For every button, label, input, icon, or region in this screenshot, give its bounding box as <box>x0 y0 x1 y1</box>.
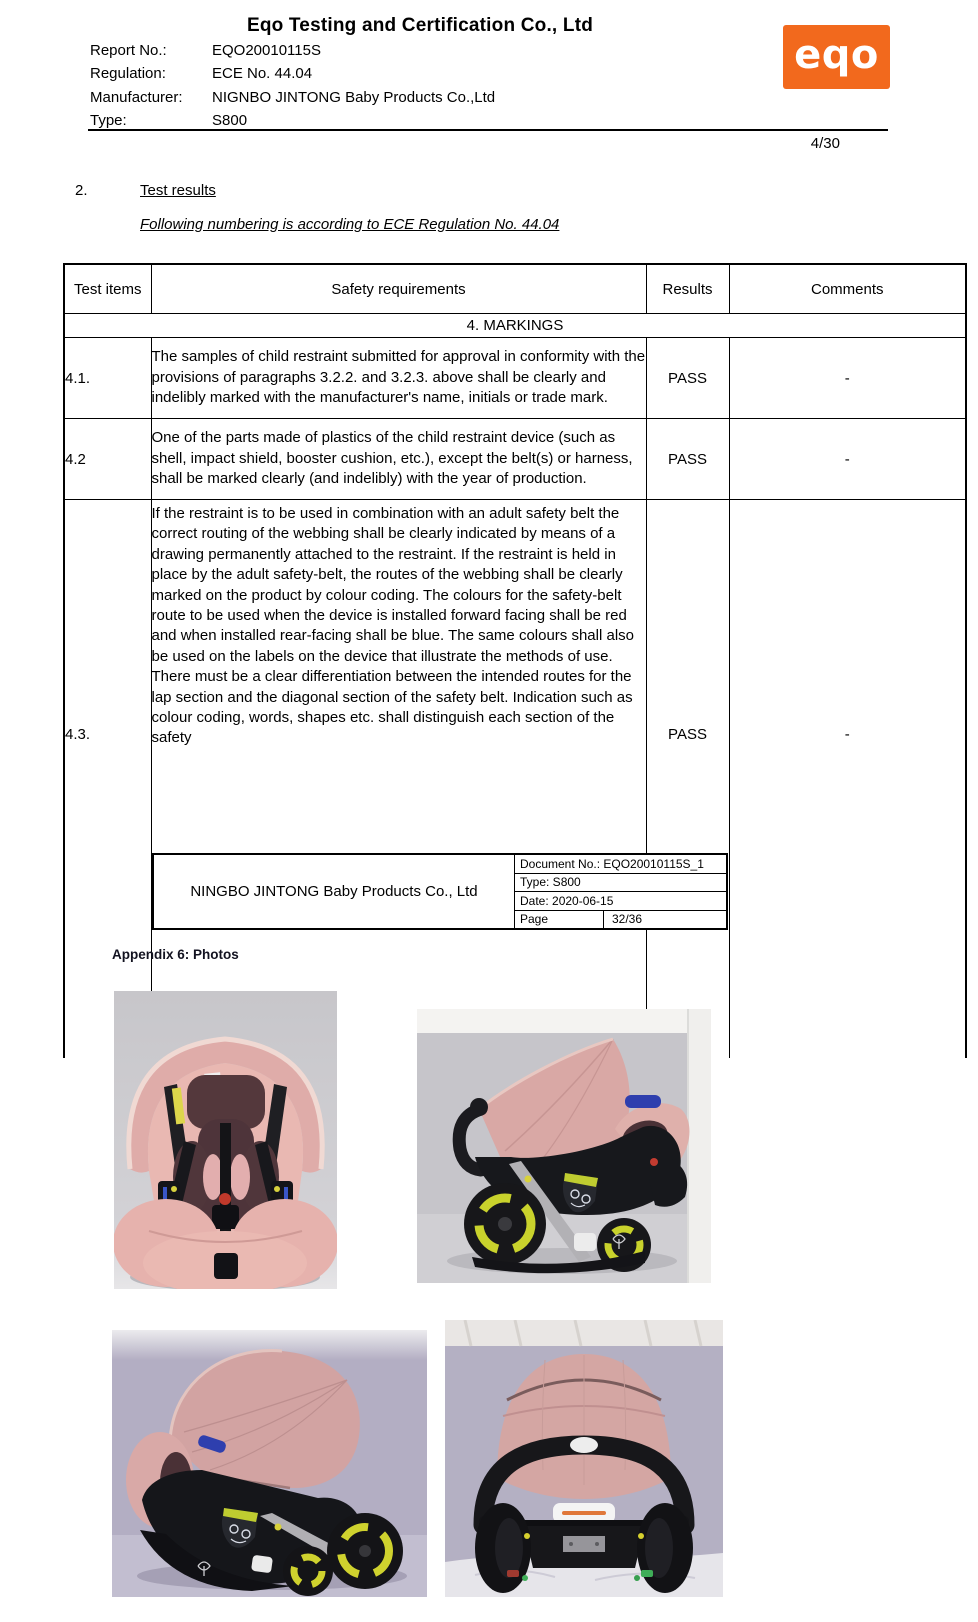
meta-label: Manufacturer: <box>90 88 183 106</box>
requirement-paragraph: There must be a clear differentiation between the intended routes for the lap section and the diagonal section of the safety belt. Indication such as colour coding, words, shapes etc. shall distinguish each section of the safety <box>151 668 633 747</box>
meta-label: Regulation: <box>90 65 166 83</box>
test-item-id: 4.2 <box>64 419 151 500</box>
result-value: PASS <box>646 500 729 1059</box>
meta-label: Report No.: <box>90 42 167 59</box>
meta-row-regulation <box>90 62 495 85</box>
photo-stroller-front-view <box>445 1320 723 1597</box>
section-number: 2. <box>75 182 88 199</box>
document-date: Date: 2020-06-15 <box>515 892 726 911</box>
section-note: Following numbering is according to ECE Regulation No. 44.04 <box>140 216 560 233</box>
car-seat-photo-2 <box>417 1009 711 1283</box>
table-row <box>64 338 966 419</box>
result-value: PASS <box>646 338 729 419</box>
photo-infant-carrier-front-top-view <box>114 991 337 1289</box>
test-item-id: 4.1. <box>64 338 151 419</box>
appendix-title: Appendix 6: Photos <box>112 947 239 962</box>
document-page-row <box>515 911 726 929</box>
car-seat-photo-3 <box>112 1330 427 1597</box>
group-header-row <box>64 314 966 338</box>
requirement-text <box>151 500 646 1059</box>
meta-value: S800 <box>212 112 248 130</box>
table-row <box>64 500 966 1059</box>
page-number: 4/30 <box>810 135 840 152</box>
photo-stroller-side-view <box>417 1009 711 1283</box>
col-header-results: Results <box>646 264 729 314</box>
meta-value: NIGNBO JINTONG Baby Products Co.,Ltd <box>212 88 496 106</box>
requirement-text: The samples of child restraint submitted for approval in conformity with the provisions of paragraphs 3.2.2. and 3.2.3. above shall be clearly and indelibly marked with the manufacturer's name, initials or trade mark. <box>151 338 646 419</box>
comment-value: - <box>729 419 966 500</box>
meta-value: ECE No. 44.04 <box>212 65 313 83</box>
car-seat-photo-1 <box>114 991 337 1289</box>
result-value: PASS <box>646 419 729 500</box>
section-title: Test results <box>140 182 216 199</box>
requirement-text: One of the parts made of plastics of the child restraint device (such as shell, impact shield, booster cushion, etc.), except the belt(s) or harness, shall be marked clearly (and indelibly) with the year of production. <box>151 419 646 500</box>
eqo-logo: eqo <box>783 25 890 89</box>
table-header-row <box>64 264 966 314</box>
requirement-paragraph: If the restraint is to be used in combination with an adult safety belt the correct routing of the webbing shall be clearly indicated by means of a drawing permanently attached to the restraint. If the restraint is held in place by the adult safety-belt, the routes of the webbing shall be clearly marked on the product by colour coding. The colours for the safety-belt route to be used when the device is installed forward facing shall be red and when installed rear-facing shall be blue. The same colours shall also be used on the labels on the device that illustrate the methods of use. <box>151 505 634 665</box>
page-label: Page <box>515 911 604 929</box>
document-type: Type: S800 <box>515 874 726 893</box>
report-meta <box>90 39 495 133</box>
document-control-table <box>152 853 728 930</box>
company-name: NINGBO JINTONG Baby Products Co., Ltd <box>154 855 515 928</box>
comment-value: - <box>729 500 966 1059</box>
photo-stroller-rear-quarter-view <box>112 1330 427 1597</box>
meta-label: Type: <box>90 112 127 130</box>
page-value: 32/36 <box>612 912 643 927</box>
meta-row-manufacturer <box>90 86 495 109</box>
car-seat-photo-4 <box>445 1320 723 1597</box>
table-row <box>64 419 966 500</box>
document-number: Document No.: EQO20010115S_1 <box>515 855 726 874</box>
page-title: Eqo Testing and Certification Co., Ltd <box>246 15 594 36</box>
comment-value: - <box>729 338 966 419</box>
col-header-safety-requirements: Safety requirements <box>151 264 646 314</box>
test-item-id: 4.3. <box>64 500 151 1059</box>
col-header-test-items: Test items <box>64 264 151 314</box>
test-results-table <box>63 263 967 1058</box>
col-header-comments: Comments <box>729 264 966 314</box>
group-header-markings: 4. MARKINGS <box>64 314 966 338</box>
meta-value: EQO20010115S <box>212 42 321 59</box>
header-divider <box>88 129 888 131</box>
meta-row-report-no <box>90 39 495 62</box>
